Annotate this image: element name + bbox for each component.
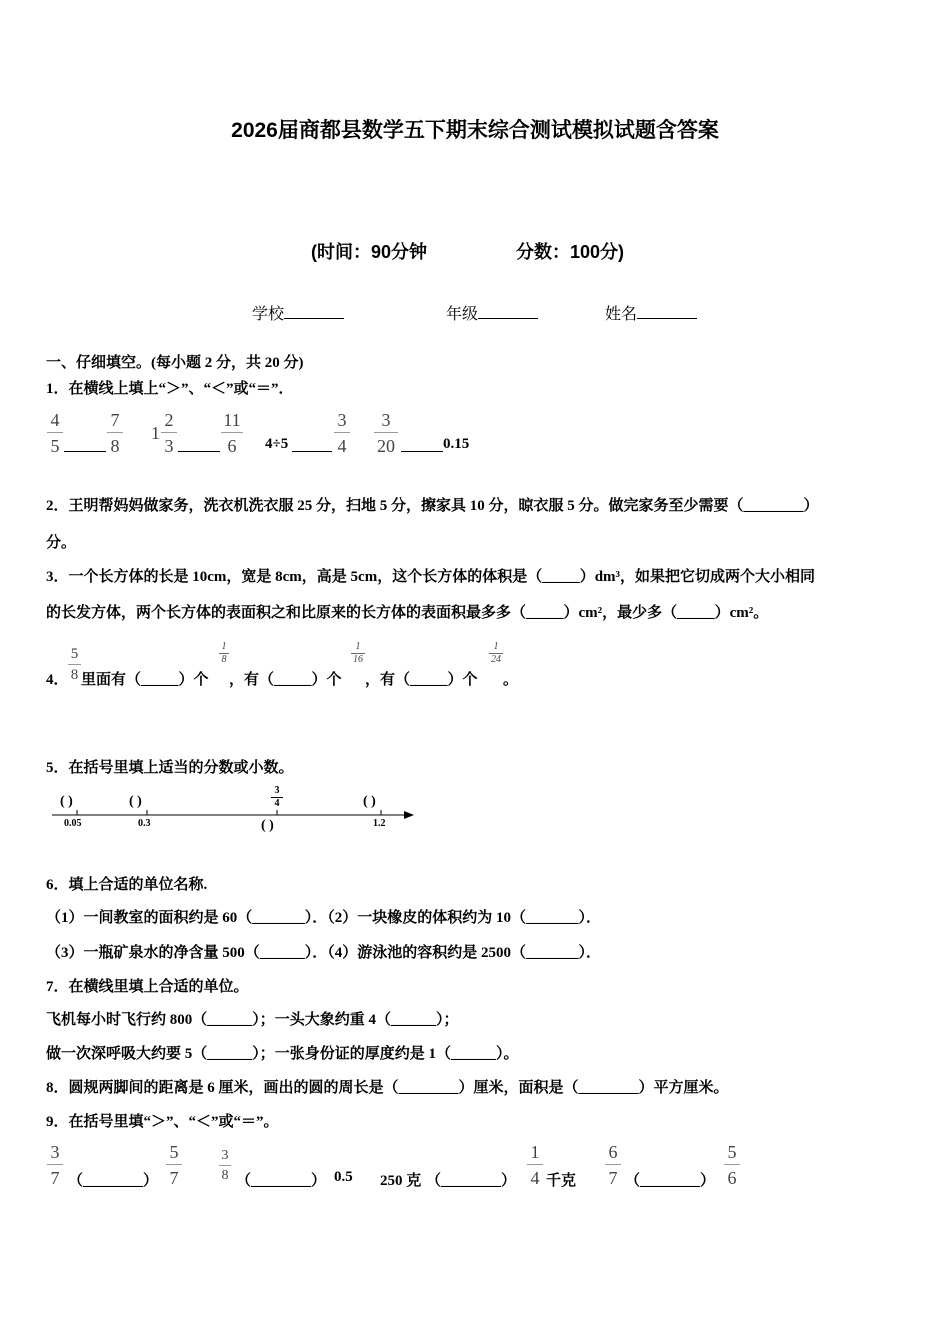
q5-label-0.3: 0.3 bbox=[138, 818, 151, 829]
q9-blank-4[interactable]: （________） bbox=[625, 1173, 716, 1189]
q9-blank-2[interactable]: （________） bbox=[236, 1173, 327, 1189]
q9-fraction-a: 3 7 bbox=[47, 1143, 63, 1187]
q9-prompt: 9．在括号里填“＞”、“＜”或“＝”。 bbox=[46, 1114, 279, 1130]
q4-unit-fraction-2: 1 16 bbox=[353, 641, 363, 665]
q4-text-2: ，有（_____）个 bbox=[229, 672, 342, 688]
q1-fraction-4: 11 6 bbox=[221, 411, 243, 455]
q9-fraction-g: 5 6 bbox=[724, 1143, 740, 1187]
q4-text-1: 里面有（_____）个 bbox=[81, 672, 209, 688]
q4-text-4: 。 bbox=[503, 672, 519, 688]
q4-unit-fraction-1: 1 8 bbox=[219, 642, 229, 665]
q5-paren-2[interactable]: ( ) bbox=[129, 794, 142, 809]
exam-time: (时间：90分钟 bbox=[311, 242, 428, 262]
q6-row-1: （1）一间教室的面积约是 60（_______）．（2）一块橡皮的体积约为 10（_______）． bbox=[46, 910, 602, 926]
q1-fraction-2: 7 8 bbox=[107, 411, 123, 455]
q1-blank-3[interactable] bbox=[292, 436, 332, 452]
name-field bbox=[605, 301, 697, 324]
q1-decimal: 0.15 bbox=[443, 436, 470, 452]
q5-label-1.2: 1.2 bbox=[373, 818, 386, 829]
q7-row-1: 飞机每小时飞行约 800（______）；一头大象约重 4（______）； bbox=[46, 1012, 459, 1028]
section-heading: 一、仔细填空。(每小题 2 分，共 20 分) bbox=[46, 355, 304, 371]
grade-field bbox=[446, 301, 538, 324]
q1-fraction-1: 4 5 bbox=[47, 411, 63, 455]
q1-fraction-3: 2 3 bbox=[161, 411, 177, 455]
grade-label: 年级 bbox=[446, 306, 479, 323]
q9-fraction-f: 6 7 bbox=[605, 1143, 621, 1187]
q9-kilogram: 千克 bbox=[546, 1173, 577, 1189]
q3-line-1: 3．一个长方体的长是 10cm，宽是 8cm，高是 5cm，这个长方体的体积是（_____）dm³，如果把它切成两个大小相同 bbox=[46, 569, 816, 585]
number-line bbox=[46, 780, 426, 840]
q1-whole-3: 1 bbox=[151, 423, 160, 443]
q1-fraction-5: 3 4 bbox=[334, 411, 350, 455]
q4-unit-fraction-3: 1 24 bbox=[491, 641, 501, 665]
q2-line-1: 2．王明帮妈妈做家务，洗衣机洗衣服 25 分，扫地 5 分，擦家具 10 分，晾衣服 5 分。做完家务至少需要（________） bbox=[46, 498, 819, 514]
q5-paren-3[interactable]: ( ) bbox=[261, 818, 274, 833]
q1-expression: 4÷5 bbox=[265, 436, 289, 452]
q7-row-2: 做一次深呼吸大约要 5（______）；一张身份证的厚度约是 1（______）。 bbox=[46, 1046, 519, 1062]
q4-number: 4． bbox=[46, 672, 69, 688]
q9-decimal: 0.5 bbox=[334, 1169, 353, 1185]
number-line-arrow bbox=[404, 811, 414, 819]
q9-fraction-e: 1 4 bbox=[527, 1143, 543, 1187]
q1-prompt: 1．在横线上填上“＞”、“＜”或“＝”． bbox=[46, 381, 294, 397]
q6-prompt: 6．填上合适的单位名称. bbox=[46, 877, 208, 893]
name-label: 姓名 bbox=[605, 306, 638, 323]
q1-fraction-6: 3 20 bbox=[374, 411, 398, 455]
school-field bbox=[252, 301, 344, 324]
exam-score: 分数：100分) bbox=[516, 242, 625, 262]
q1-blank-4[interactable] bbox=[401, 436, 443, 452]
q9-fraction-b: 5 7 bbox=[166, 1143, 182, 1187]
q2-line-2: 分。 bbox=[46, 535, 77, 551]
grade-blank[interactable] bbox=[478, 318, 538, 319]
q8-text: 8．圆规两脚间的距离是 6 厘米，画出的圆的周长是（________）厘米，面积是（________）平方厘米。 bbox=[46, 1080, 729, 1096]
q7-prompt: 7．在横线里填上合适的单位。 bbox=[46, 979, 249, 995]
school-blank[interactable] bbox=[284, 318, 344, 319]
page-title: 2026届商都县数学五下期末综合测试模拟试题含答案 bbox=[231, 119, 719, 142]
q6-row-2: （3）一瓶矿泉水的净含量 500（______）．（4）游泳池的容积约是 2500（_______）． bbox=[46, 945, 602, 961]
q5-top-fraction: 3 4 bbox=[271, 786, 283, 809]
q5-prompt: 5．在括号里填上适当的分数或小数。 bbox=[46, 760, 294, 776]
q9-grams: 250 克 bbox=[380, 1173, 422, 1189]
school-label: 学校 bbox=[252, 306, 285, 323]
q5-label-0.05: 0.05 bbox=[64, 818, 82, 829]
q9-blank-1[interactable]: （________） bbox=[68, 1173, 159, 1189]
q9-blank-3[interactable]: （________） bbox=[426, 1173, 517, 1189]
q3-line-2: 的长发方体，两个长方体的表面积之和比原来的长方体的表面积最多多（_____）cm²，最少多（_____）cm²。 bbox=[46, 605, 769, 621]
q4-text-3: ，有（_____）个 bbox=[365, 672, 478, 688]
q9-fraction-c: 3 8 bbox=[219, 1149, 231, 1183]
q4-fraction: 5 8 bbox=[68, 647, 81, 683]
name-blank[interactable] bbox=[637, 318, 697, 319]
q5-paren-4[interactable]: ( ) bbox=[363, 794, 376, 809]
q5-paren-1[interactable]: ( ) bbox=[60, 794, 73, 809]
q1-blank-1[interactable] bbox=[64, 436, 106, 452]
q1-blank-2[interactable] bbox=[178, 436, 220, 452]
